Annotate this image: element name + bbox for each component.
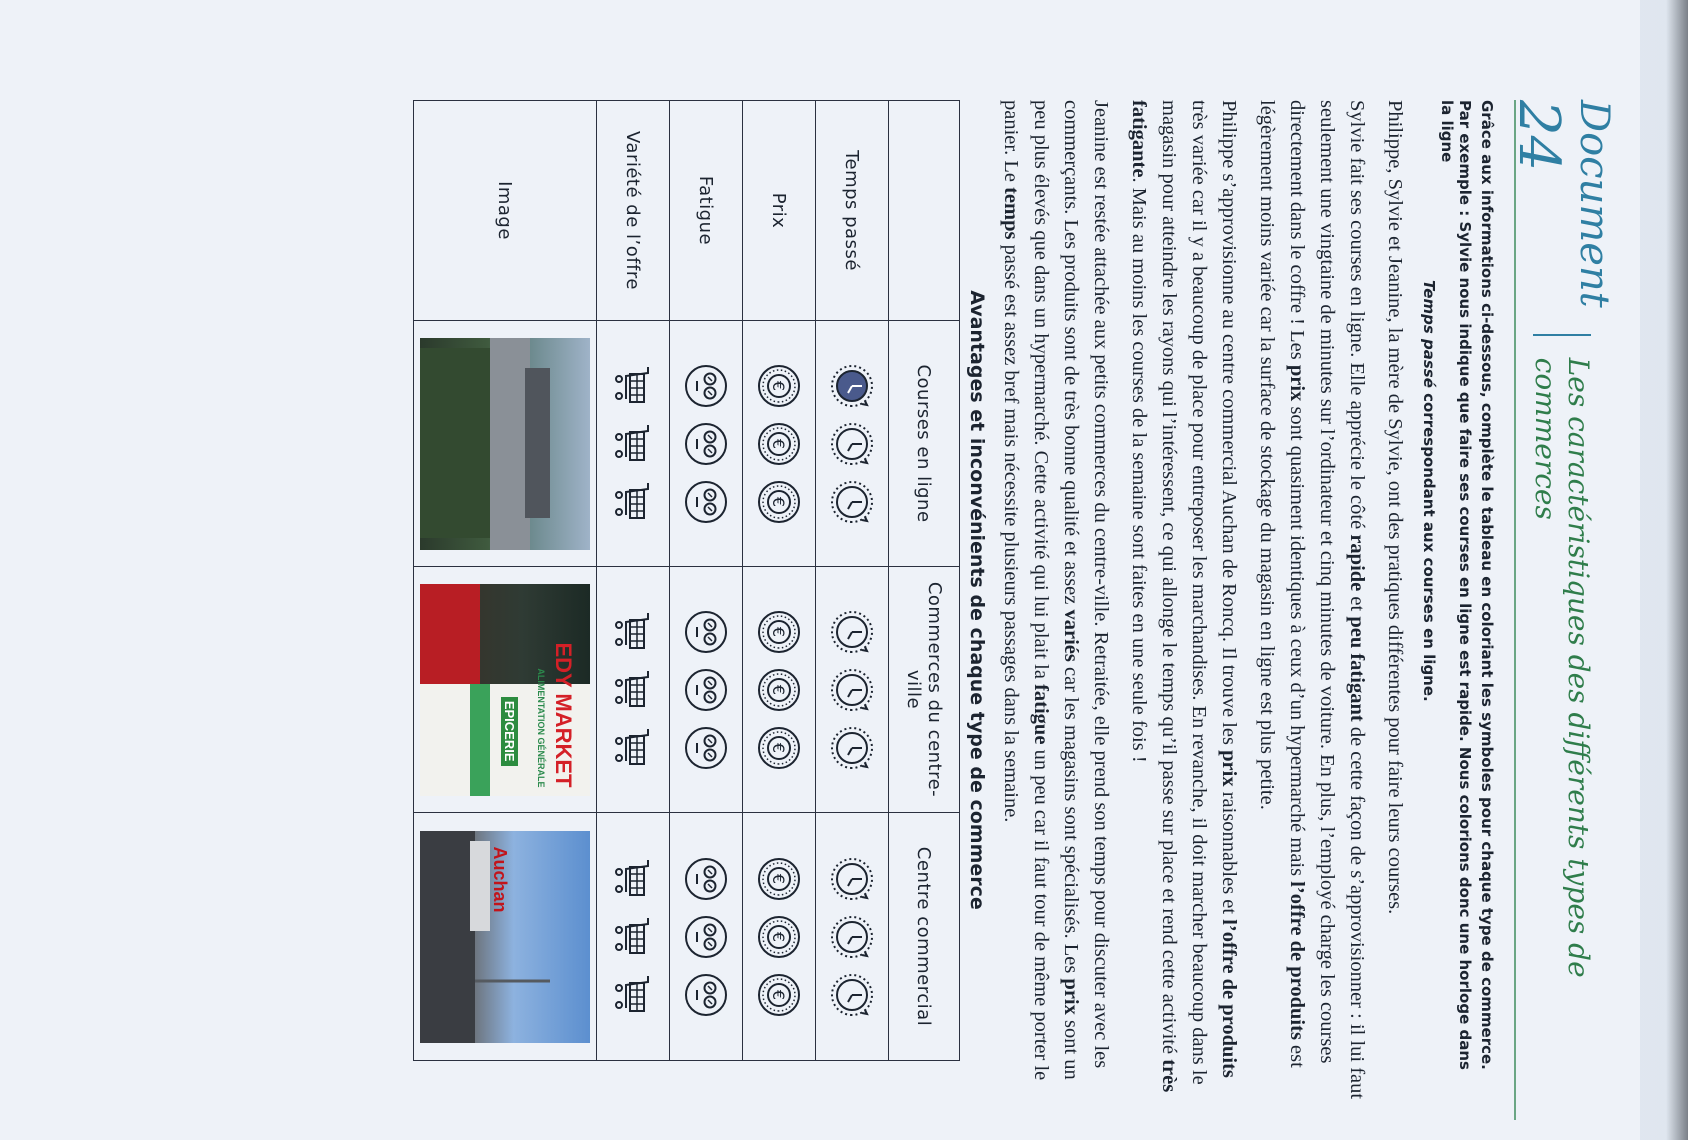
text-run: très variée car il y a beaucoup de place pour entreposer les marchandises. En revanche, il doit marcher beaucoup dans le magasin pour atteindre les rayons qui l’intéressent, ce qui allonge le temps qu’il passe sur place et rend cette activité [1158,100,1210,1085]
tired-face-icon[interactable] [683,421,729,467]
text-run: Sylvie fait ses courses en ligne. Elle apprécie le côté [1346,100,1368,535]
text-run: Philippe s’approvisionne au centre commercial Auchan de Roncq. Il trouve les [1218,100,1240,751]
bold-run: prix [1286,364,1308,402]
warehouse-illustration [420,338,590,550]
example-line-2 [1420,100,1438,1080]
euro-coin-icon[interactable] [756,914,802,960]
tired-face-icon[interactable] [683,725,729,771]
text-run: sont un peu plus élevés que dans un hypermarché. Cette activité qui lui plait la [1030,100,1082,1080]
sign-auchan: Auchan [490,846,510,913]
example-line-1: Par exemple : Sylvie nous indique que faire ses courses en ligne est rapide. Nous colorions donc une horloge dans la ligne [1438,100,1474,1070]
euro-coin-icon[interactable] [756,421,802,467]
header-empty-cell [889,101,960,321]
instruction-text: Grâce aux informations ci-dessous, complète le tableau en coloriant les symboles pour chaque type de commerce. [1478,100,1496,1070]
example-rest: correspondant aux courses en ligne. [1420,387,1438,702]
symbol-group [756,322,802,565]
bold-run: temps [1000,187,1022,240]
clock-icon[interactable] [829,363,875,409]
tired-face-icon[interactable] [683,363,729,409]
clock-icon[interactable] [829,609,875,655]
shopping-cart-icon[interactable] [610,725,656,771]
symbol-group [829,814,875,1059]
header-courses-en-ligne: Courses en ligne [889,321,960,567]
svg-text:€: € [769,989,788,1000]
svg-text:€: € [769,496,788,507]
euro-coin-icon[interactable] [756,479,802,525]
tired-face-icon[interactable] [683,609,729,655]
table-header-row [889,101,960,1061]
document-header [1506,100,1618,1080]
cell-variete-mall [597,813,670,1061]
cell-fatigue-online [670,321,743,567]
bold-run: l’offre de produits [1218,919,1240,1078]
row-label-fatigue: Fatigue [670,101,743,321]
row-label-temps: Temps passé [816,101,889,321]
comparison-table [413,100,960,1061]
paragraph-intro: Philippe, Sylvie et Jeanine, la mère de Sylvie, ont des pratiques différentes pour faire leurs courses. [1384,100,1406,915]
cell-variete-centre [597,567,670,813]
text-run: passé est assez bref mais nécessite plusieurs passages dans la semaine. [1000,239,1022,823]
table-row-temps [816,101,889,1061]
symbol-group [683,322,729,565]
text-run: est légèrement moins variée car la surface de stockage du magasin en ligne est plus petite. [1256,100,1308,1068]
svg-text:€: € [769,684,788,695]
shopping-cart-icon[interactable] [610,363,656,409]
symbol-group [610,322,656,565]
photo-grocery-storefront [420,584,590,796]
svg-text:€: € [769,626,788,637]
euro-coin-icon[interactable] [756,972,802,1018]
symbol-group [610,814,656,1059]
example-italic: Temps passé [1420,280,1438,388]
svg-text:€: € [769,931,788,942]
symbol-group [756,568,802,811]
symbol-group [829,568,875,811]
document-word: Document [1571,100,1618,308]
euro-coin-icon[interactable] [756,609,802,655]
row-label-variete: Variété de l’offre [597,101,670,321]
bold-run: fatigue [1030,684,1052,745]
sign-epicerie: EPICERIE [501,697,518,766]
table-caption: Avantages et inconvénients de chaque type de commerce [966,290,988,910]
cell-temps-mall [816,813,889,1061]
text-run: car les magasins sont spécialisés. Les [1060,661,1082,979]
shopping-cart-icon[interactable] [610,856,656,902]
cell-variete-online [597,321,670,567]
tired-face-icon[interactable] [683,972,729,1018]
bold-run: prix [1060,978,1082,1015]
tired-face-icon[interactable] [683,914,729,960]
clock-icon[interactable] [829,421,875,467]
shopping-cart-icon[interactable] [610,914,656,960]
table-row-image [414,101,597,1061]
text-run: et [1346,591,1368,617]
header-separator [1533,334,1591,336]
cell-fatigue-mall [670,813,743,1061]
example-text [1420,100,1474,1080]
symbol-group [829,322,875,565]
cell-prix-online [743,321,816,567]
text-run: raisonnables et [1218,786,1240,920]
photo-warehouse [420,338,590,550]
sign-alimentation: ALIMENTATION GÉNÉRALE [536,668,546,788]
cell-image-online [414,321,597,567]
tired-face-icon[interactable] [683,667,729,713]
text-run: un peu car il faut tour de même porter le panier. Le [1000,100,1052,1081]
clock-icon[interactable] [829,856,875,902]
euro-coin-icon[interactable] [756,667,802,713]
text-run: de cette façon de s’approvisionner : il lui faut seulement une vingtaine de minutes sur l’ordinateur et cinq minutes de voiture. En plus, l’employé charge les courses directement dans le coffre ! Les [1286,100,1368,1100]
euro-coin-icon[interactable] [756,363,802,409]
shopping-cart-icon[interactable] [610,479,656,525]
bold-run: l’offre de produits [1286,881,1308,1040]
symbol-group [683,814,729,1059]
paragraph-philippe [1124,100,1244,1100]
clock-icon[interactable] [829,914,875,960]
row-label-prix: Prix [743,101,816,321]
euro-coin-icon[interactable] [756,725,802,771]
bold-run: rapide [1346,534,1368,592]
bold-run: peu fatigant [1346,616,1368,722]
page-edge-shadow [1666,0,1688,1140]
shopping-cart-icon[interactable] [610,667,656,713]
text-run: Jeanine est restée attachée aux petits commerces du centre-ville. Retraitée, elle prend son temps pour discuter avec les commerçants. Les produits sont de très bonne qualité et assez [1060,100,1112,1069]
symbol-group [683,568,729,811]
bold-run: très fatigante [1128,100,1180,1093]
table-row-variete [597,101,670,1061]
cell-prix-centre [743,567,816,813]
bold-run: variés [1060,609,1082,662]
shopping-cart-icon[interactable] [610,609,656,655]
sign-edy-market: EDY MARKET [551,642,576,788]
symbol-group [756,814,802,1059]
svg-text:€: € [769,438,788,449]
paragraph-sylvie [1252,100,1372,1100]
euro-coin-icon[interactable] [756,856,802,902]
cell-fatigue-centre [670,567,743,813]
table-row-fatigue [670,101,743,1061]
shopping-cart-icon[interactable] [610,972,656,1018]
svg-text:€: € [769,873,788,884]
cell-temps-centre [816,567,889,813]
clock-icon[interactable] [829,972,875,1018]
cell-image-centre [414,567,597,813]
header-commerces-centre-ville: Commerces du centre-ville [889,567,960,813]
clock-icon[interactable] [829,667,875,713]
clock-icon[interactable] [829,479,875,525]
clock-icon[interactable] [829,725,875,771]
document-title: Les caractéristiques des différents types de commerces [1529,357,1595,978]
photo-auchan-parking [420,831,590,1043]
cell-image-mall [414,813,597,1061]
document-number: 24 [1506,100,1572,172]
tired-face-icon[interactable] [683,856,729,902]
cell-prix-mall [743,813,816,1061]
tired-face-icon[interactable] [683,479,729,525]
paragraph-jeanine [996,100,1116,1100]
cell-temps-online [816,321,889,567]
row-label-image: Image [414,101,597,321]
table-row-prix [743,101,816,1061]
symbol-group [610,568,656,811]
document-label [1507,100,1618,312]
svg-text:€: € [769,742,788,753]
svg-text:€: € [769,380,788,391]
shopping-cart-icon[interactable] [610,421,656,467]
text-run: sont quasiment identiques à ceux d’un hypermarché mais [1286,401,1308,882]
bold-run: prix [1218,750,1240,787]
header-centre-commercial: Centre commercial [889,813,960,1061]
text-run: . Mais au moins les courses de la semaine sont faites en une seule fois ! [1128,177,1150,763]
